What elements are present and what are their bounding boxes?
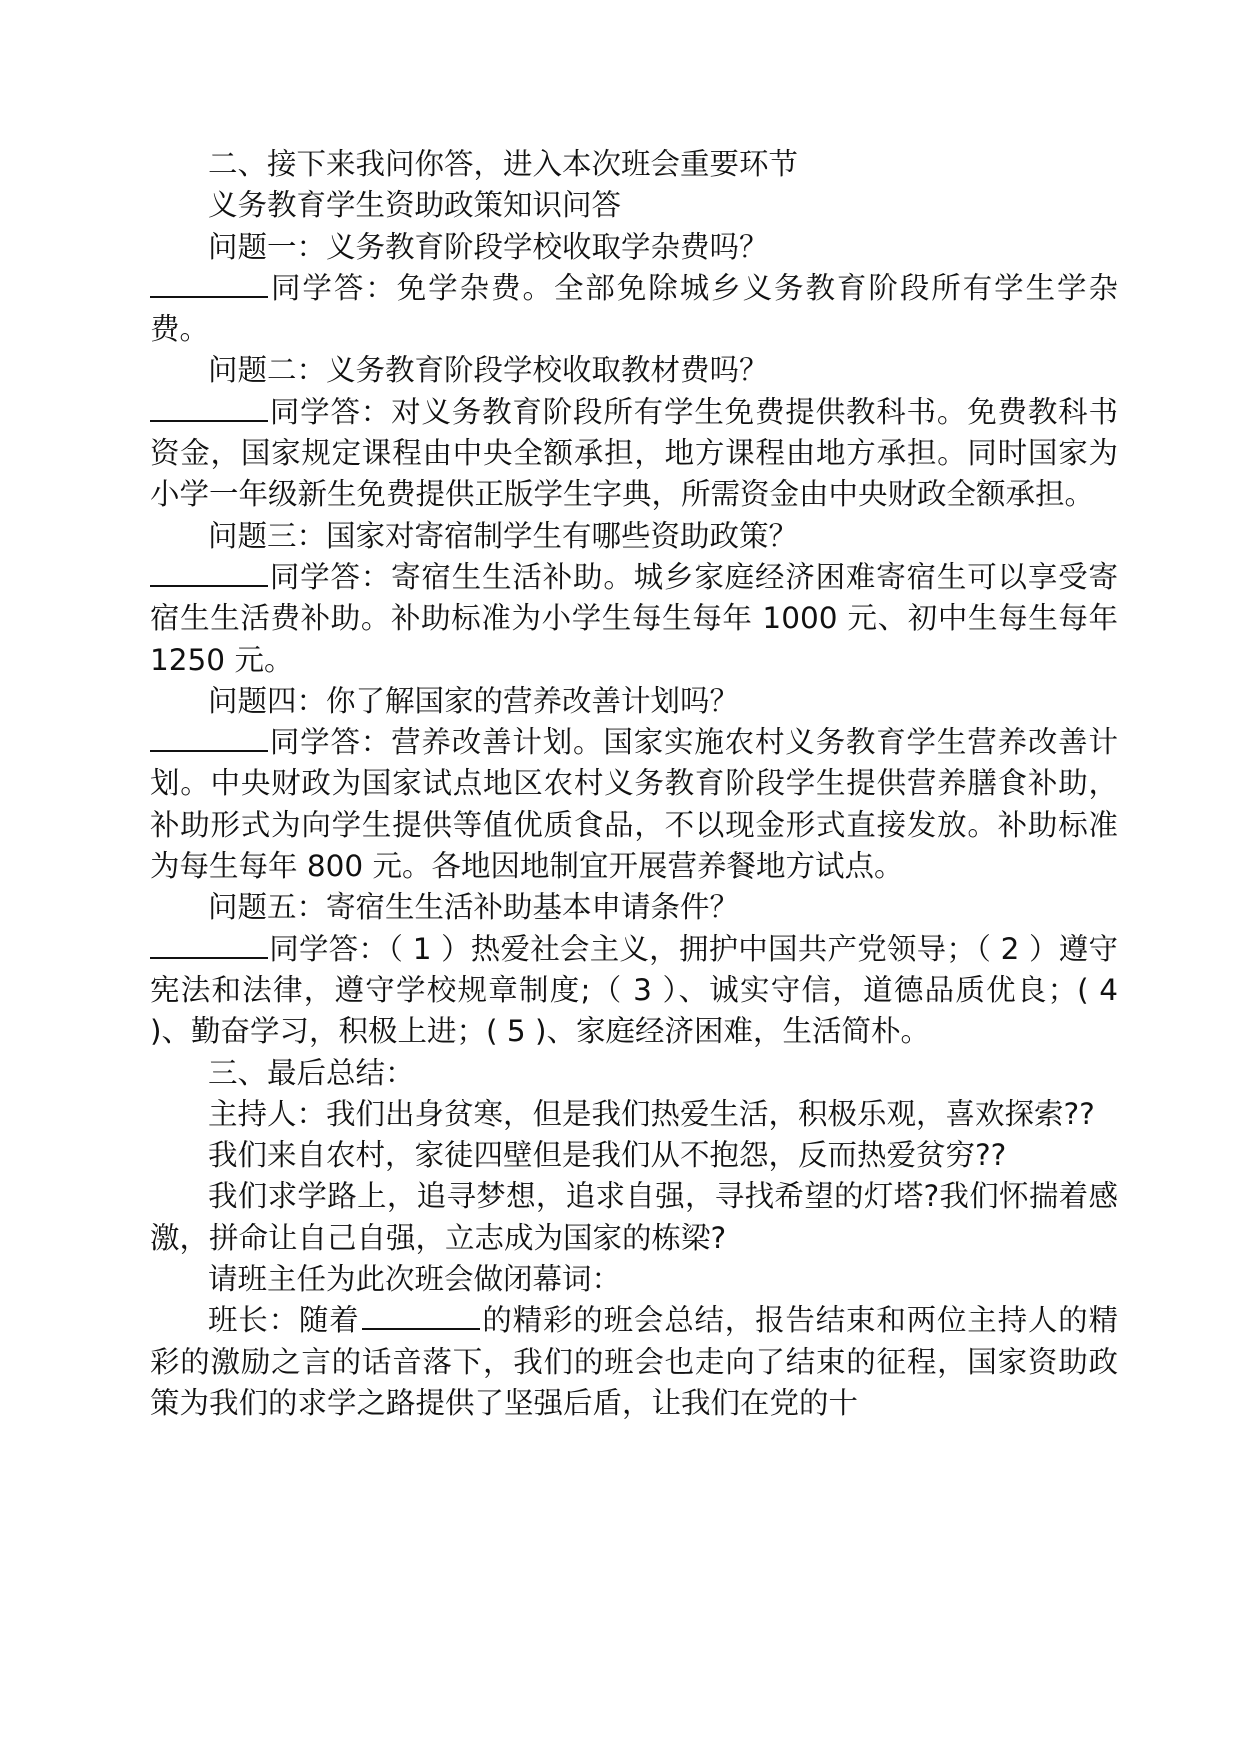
- paragraph-dream: 我们求学路上，追寻梦想，追求自强，寻找希望的灯塔?我们怀揣着感激，拼命让自己自强，立志成为国家的栋梁?: [150, 1179, 1118, 1255]
- answer-1: [150, 268, 1118, 351]
- answer-blank: [150, 584, 268, 587]
- document-page: [150, 144, 1118, 1424]
- section3-heading: 三、最后总结：: [208, 1055, 415, 1090]
- host-paragraph: 主持人：我们出身贫寒，但是我们热爱生活，积极乐观，喜欢探索??: [208, 1096, 1095, 1131]
- question-1: 问题一：义务教育阶段学校收取学杂费吗？: [208, 229, 769, 264]
- answer-4-text: 同学答：营养改善计划。国家实施农村义务教育学生营养改善计划。中央财政为国家试点地区农村义务教育阶段学生提供营养膳食补助，补助形式为向学生提供等值优质食品，不以现金形式直接发放。补助标准为每生每年 800 元。各地因地制宜开展营养餐地方试点。: [150, 725, 1118, 884]
- monitor-paragraph: [150, 1300, 1118, 1424]
- section2-subheading: 义务教育学生资助政策知识问答: [208, 188, 622, 223]
- monitor-before: 班长：随着: [208, 1303, 360, 1338]
- question-3: 问题三：国家对寄宿制学生有哪些资助政策？: [208, 518, 799, 553]
- answer-5: [150, 929, 1118, 1053]
- question-4: 问题四：你了解国家的营养改善计划吗？: [208, 683, 740, 718]
- answer-1-text: 同学答：免学杂费。全部免除城乡义务教育阶段所有学生学杂费。: [150, 270, 1118, 347]
- answer-blank: [150, 749, 268, 752]
- answer-2-text: 同学答：对义务教育阶段所有学生免费提供教科书。免费教科书资金，国家规定课程由中央全额承担，地方课程由地方承担。同时国家为小学一年级新生免费提供正版学生字典，所需资金由中央财政全额承担。: [150, 394, 1118, 512]
- invite-paragraph: 请班主任为此次班会做闭幕词：: [208, 1262, 622, 1297]
- answer-5-text: 同学答：（ 1 ）热爱社会主义，拥护中国共产党领导；（ 2 ）遵守宪法和法律，遵守学校规章制度;（ 3 ）、诚实守信，道德品质优良；( 4 )、勤奋学习，积极上进；( 5 )、家庭经济困难，生活简朴。: [150, 931, 1118, 1049]
- answer-3-text: 同学答：寄宿生生活补助。城乡家庭经济困难寄宿生可以享受寄宿生生活费补助。补助标准为小学生每生每年 1000 元、初中生每生每年 1250 元。: [150, 559, 1118, 677]
- monitor-blank: [362, 1327, 480, 1330]
- answer-4: [150, 722, 1118, 887]
- answer-3: [150, 557, 1118, 681]
- question-5: 问题五：寄宿生生活补助基本申请条件？: [208, 890, 740, 925]
- answer-blank: [150, 295, 268, 298]
- monitor-after: 的精彩的班会总结，报告结束和两位主持人的精彩的激励之言的话音落下，我们的班会也走向了结束的征程，国家资助政策为我们的求学之路提供了坚强后盾，让我们在党的十: [150, 1303, 1118, 1420]
- answer-blank: [150, 419, 268, 422]
- answer-2: [150, 392, 1118, 516]
- paragraph-rural: 我们来自农村，家徒四壁但是我们从不抱怨，反而热爱贫穷??: [208, 1138, 1007, 1173]
- answer-blank: [150, 956, 268, 959]
- question-2: 问题二：义务教育阶段学校收取教材费吗？: [208, 353, 769, 388]
- section2-heading: 二、接下来我问你答，进入本次班会重要环节: [208, 147, 799, 181]
